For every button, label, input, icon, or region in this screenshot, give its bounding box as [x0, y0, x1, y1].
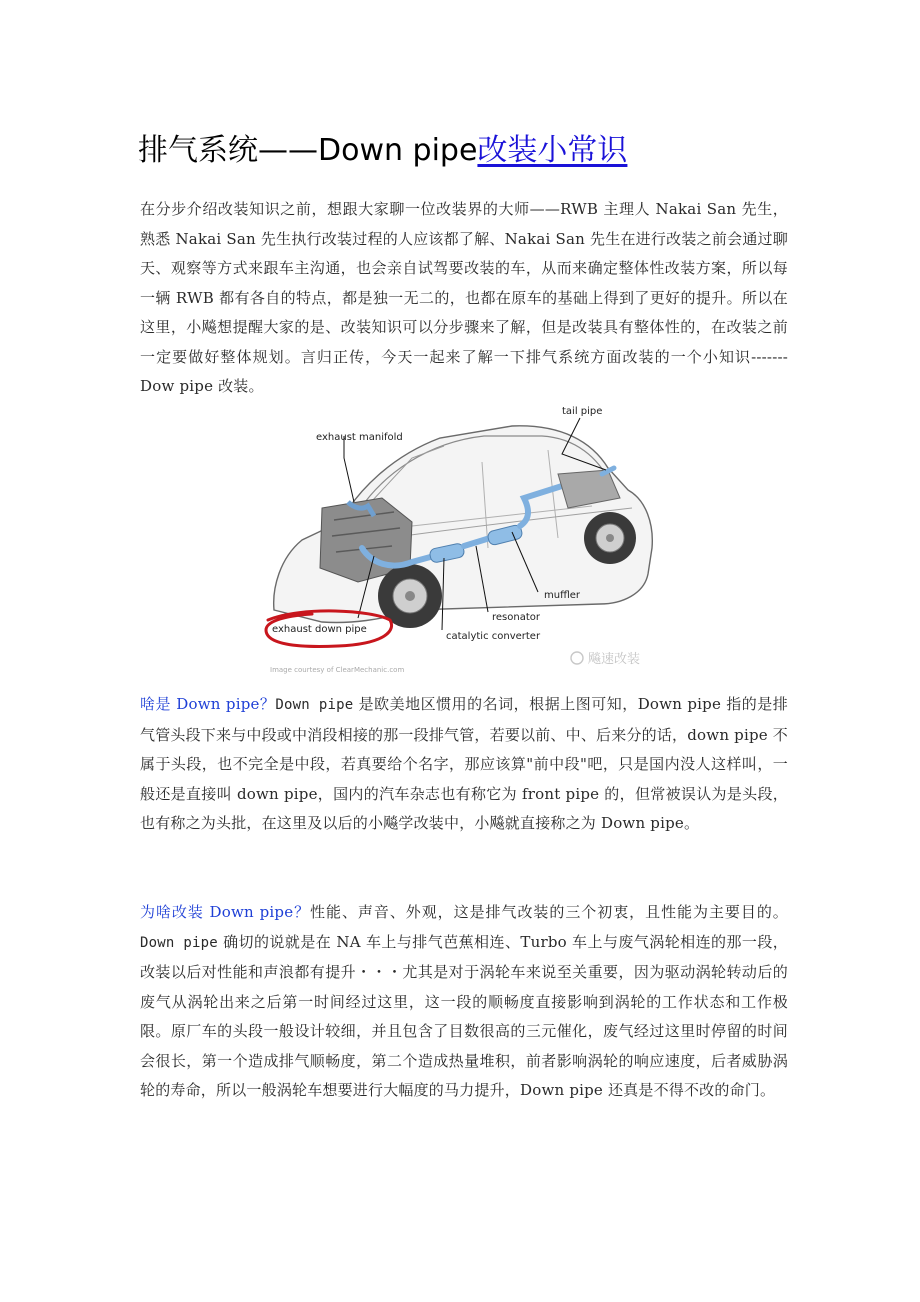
car-illustration: [262, 398, 662, 678]
intro-paragraph: 在分步介绍改装知识之前，想跟大家聊一位改装界的大师——RWB 主理人 Nakai San 先生，熟悉 Nakai San 先生执行改装过程的人应该都了解、Nakai San 先生在进行改装之前会通过聊天、观察等方式来跟车主沟通，也会亲自试驾要改装的车，从而来确定整体性改装方案，所以每一辆 RWB 都有各自的特点，都是独一无二的，也都在原车的基础上得到了更好的提升。所以在这里，小飚想提醒大家的是、改装知识可以分步骤来了解，但是改装具有整体性的，在改装之前一定要做好整体规划。言归正传，今天一起来了解一下排气系统方面改装的一个小知识-------Dow pipe 改装。: [140, 200, 788, 395]
section-what-is-downpipe: [140, 690, 788, 839]
term-downpipe: Down pipe: [275, 697, 354, 713]
rear-wheel: [584, 512, 636, 564]
title-link[interactable]: 改装小常识: [477, 133, 628, 168]
page-title: [138, 128, 627, 174]
watermark: [571, 651, 640, 667]
label-catalytic-converter: catalytic converter: [446, 631, 541, 642]
question-what: 啥是 Down pipe？: [140, 695, 276, 713]
label-exhaust-manifold: exhaust manifold: [316, 432, 403, 443]
section-why-modify: [140, 898, 788, 1106]
term-downpipe-2: Down pipe: [140, 934, 218, 951]
label-resonator: resonator: [492, 612, 540, 623]
label-exhaust-down-pipe: exhaust down pipe: [272, 624, 367, 635]
image-credit: Image courtesy of ClearMechanic.com: [270, 666, 405, 674]
question-why: 为啥改装 Down pipe？: [140, 903, 311, 921]
watermark-text: 飚速改装: [588, 652, 641, 667]
label-muffler: muffler: [544, 590, 581, 601]
section1-body: 是欧美地区惯用的名词，根据上图可知，Down pipe 指的是排气管头段下来与中段或中消段相接的那一段排气管，若要以前、中、后来分的话，down pipe 不属于头段，也不完全是中段，若真要给个名字，那应该算"前中段"吧，只是国内没人这样叫，一般还是直接叫 down pipe，国内的汽车杂志也有称它为 front pipe 的，但常被误认为是头段，也有称之为头批，在这里及以后的小飚学改装中，小飚就直接称之为 Down pipe。: [140, 695, 788, 832]
label-tail-pipe: tail pipe: [562, 406, 603, 417]
section2-body-a: 性能、声音、外观，这是排气改装的三个初衷，且性能为主要目的。: [310, 903, 788, 921]
exhaust-system-diagram: [262, 398, 662, 678]
watermark-icon: [571, 652, 583, 664]
section2-body-b: 确切的说就是在 NA 车上与排气芭蕉相连、Turbo 车上与废气涡轮相连的那一段，改装以后对性能和声浪都有提升・・・尤其是对于涡轮车来说至关重要，因为驱动涡轮转动后的废气从涡轮出来之后第一时间经过这里，这一段的顺畅度直接影响到涡轮的工作状态和工作极限。原厂车的头段一般设计较细，并且包含了目数很高的三元催化，废气经过这里时停留的时间会很长，第一个造成排气顺畅度，第二个造成热量堆积，前者影响涡轮的响应速度，后者威胁涡轮的寿命，所以一般涡轮车想要进行大幅度的马力提升，Down pipe 还真是不得不改的命门。: [140, 932, 788, 1099]
leader-manifold: [344, 436, 354, 502]
title-text: 排气系统——Down pipe: [138, 133, 478, 168]
